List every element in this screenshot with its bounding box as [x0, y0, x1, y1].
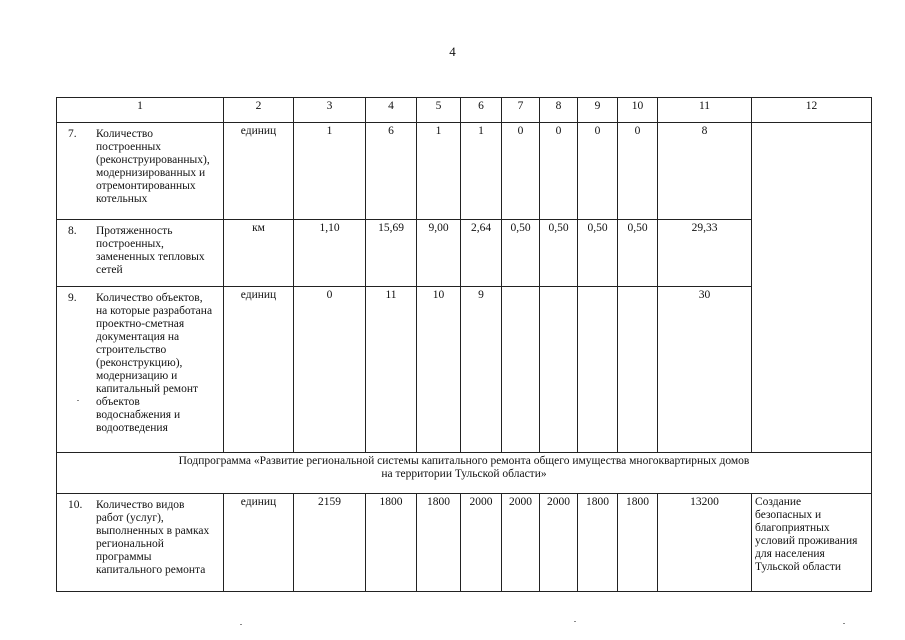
column-number: 10 — [618, 98, 658, 123]
total-cell: 29,33 — [658, 220, 752, 287]
value-cell: 2159 — [294, 494, 366, 592]
value-cell — [540, 287, 578, 453]
unit-cell: км — [224, 220, 294, 287]
page-number: 4 — [449, 44, 456, 59]
subprogram-row — [57, 453, 872, 494]
column-number: 3 — [294, 98, 366, 123]
value-cell: 0 — [540, 123, 578, 220]
indicator-cell — [57, 123, 224, 220]
indicator-cell — [57, 287, 224, 453]
value-cell: 0,50 — [618, 220, 658, 287]
column-number-row — [57, 98, 872, 123]
scan-speck — [843, 623, 845, 624]
unit-cell: единиц — [224, 287, 294, 453]
value-cell: 2000 — [502, 494, 540, 592]
column-number: 2 — [224, 98, 294, 123]
column-number: 8 — [540, 98, 578, 123]
indicator-text: Протяженность построенных, замененных тепловых сетей — [96, 225, 205, 276]
value-cell: 9,00 — [417, 220, 461, 287]
value-cell: 1800 — [578, 494, 618, 592]
column-number: 5 — [417, 98, 461, 123]
value-cell: 1800 — [417, 494, 461, 592]
row-number: 7. — [68, 128, 77, 140]
value-cell: 1800 — [618, 494, 658, 592]
indicator-text: Количество построенных (реконструированных), модернизированных и отремонтированных котельных — [96, 128, 210, 205]
value-cell: 6 — [366, 123, 417, 220]
value-cell: 0 — [294, 287, 366, 453]
value-cell — [502, 287, 540, 453]
total-cell: 30 — [658, 287, 752, 453]
scan-speck — [77, 400, 79, 401]
column-number: 4 — [366, 98, 417, 123]
value-cell: 0,50 — [540, 220, 578, 287]
goal-cell: Создание безопасных и благоприятных условий проживания для населения Тульской области — [752, 494, 872, 592]
value-cell: 1 — [461, 123, 502, 220]
value-cell: 10 — [417, 287, 461, 453]
unit-cell: единиц — [224, 494, 294, 592]
value-cell: 1 — [417, 123, 461, 220]
indicator-cell — [57, 220, 224, 287]
column-number: 7 — [502, 98, 540, 123]
column-number: 1 — [57, 98, 224, 123]
value-cell — [578, 287, 618, 453]
row-number: 8. — [68, 225, 77, 237]
row-number: 10. — [68, 499, 83, 511]
indicator-cell — [57, 494, 224, 592]
column-number: 11 — [658, 98, 752, 123]
indicator-text: Количество видов работ (услуг), выполненных в рамках региональной программы капитального ремонта — [96, 499, 210, 576]
value-cell: 0 — [618, 123, 658, 220]
table-row — [57, 123, 872, 220]
value-cell — [618, 287, 658, 453]
column-number: 9 — [578, 98, 618, 123]
indicator-text: Количество объектов, на которые разработана проектно-сметная документация на строительство (реконструкцию), модернизацию и капитальный ремонт объектов водоснабжения и водоотведения — [96, 292, 213, 434]
value-cell: 1 — [294, 123, 366, 220]
value-cell: 2,64 — [461, 220, 502, 287]
scan-speck — [574, 621, 576, 622]
value-cell: 2000 — [461, 494, 502, 592]
goal-cell-empty — [752, 123, 872, 453]
column-number: 12 — [752, 98, 872, 123]
total-cell: 8 — [658, 123, 752, 220]
value-cell: 0 — [502, 123, 540, 220]
subprogram-title: Подпрограмма «Развитие региональной системы капитального ремонта общего имущества многоквартирных домов на территории Тульской области» — [57, 453, 872, 494]
table-row — [57, 287, 872, 453]
value-cell: 0 — [578, 123, 618, 220]
value-cell: 9 — [461, 287, 502, 453]
indicators-table — [56, 97, 872, 592]
total-cell: 13200 — [658, 494, 752, 592]
value-cell: 2000 — [540, 494, 578, 592]
scan-speck — [240, 624, 242, 625]
value-cell: 11 — [366, 287, 417, 453]
value-cell: 0,50 — [578, 220, 618, 287]
value-cell: 1800 — [366, 494, 417, 592]
table-row — [57, 494, 872, 592]
unit-cell: единиц — [224, 123, 294, 220]
value-cell: 1,10 — [294, 220, 366, 287]
value-cell: 0,50 — [502, 220, 540, 287]
table-row — [57, 220, 872, 287]
row-number: 9. — [68, 292, 77, 304]
value-cell: 15,69 — [366, 220, 417, 287]
column-number: 6 — [461, 98, 502, 123]
